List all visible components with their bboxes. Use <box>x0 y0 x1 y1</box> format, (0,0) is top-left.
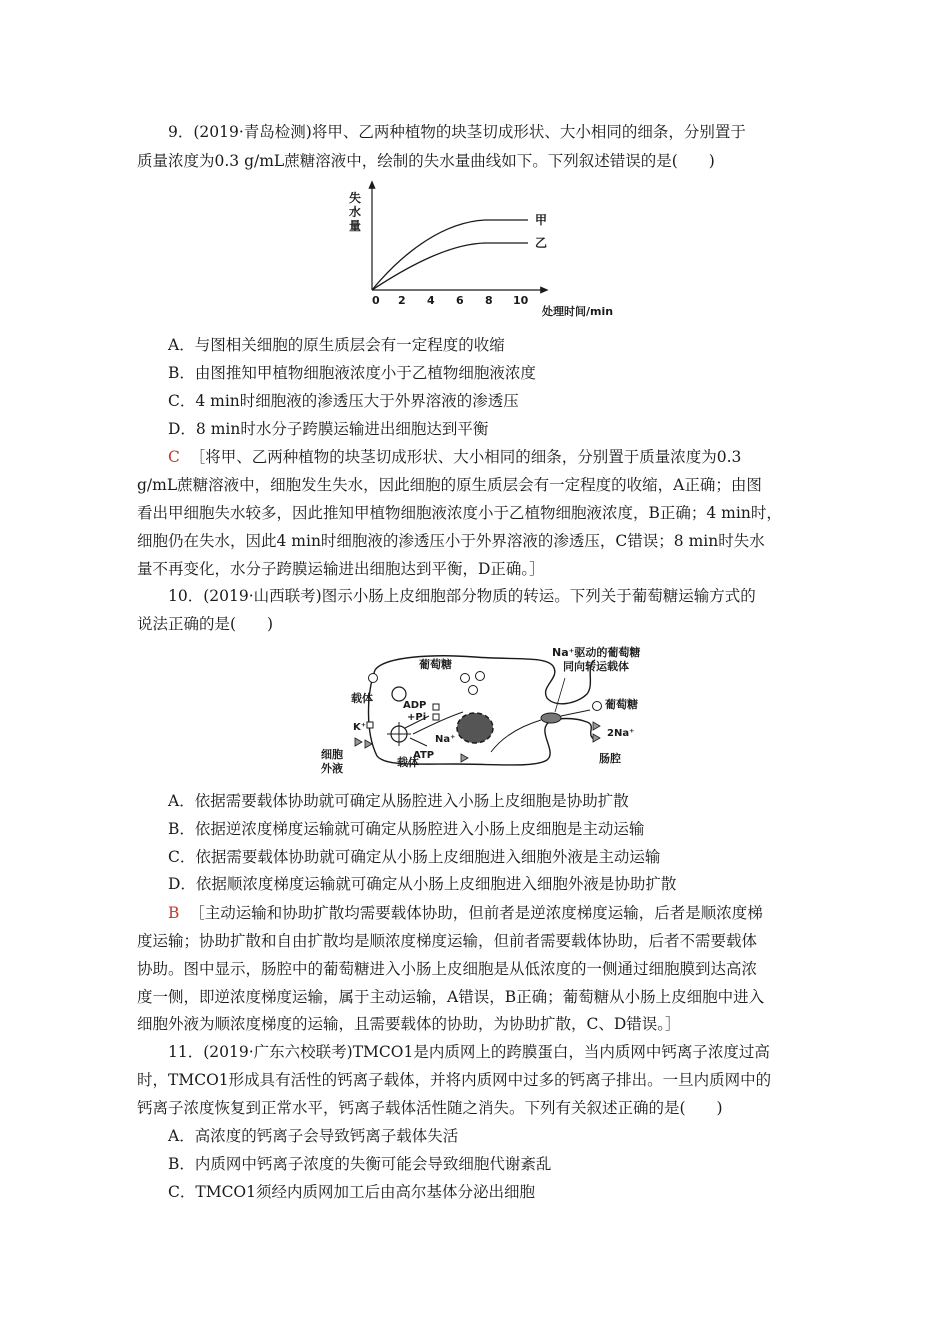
y-label-char-1: 失 <box>349 191 362 205</box>
y-label-char-3: 量 <box>349 219 362 233</box>
q10-option-a: A．依据需要载体协助就可确定从肠腔进入小肠上皮细胞是协助扩散 <box>168 792 629 810</box>
k-ion <box>433 714 439 720</box>
label-adp: ADP <box>403 700 427 711</box>
label-ecf-2: 外液 <box>321 762 343 775</box>
q9-water-loss-chart <box>345 180 635 320</box>
q9-explanation-line-5: 量不再变化，水分子跨膜运输进出细胞达到平衡，D正确。］ <box>137 560 545 578</box>
q11-stem-line-1: 11．(2019·广东六校联考)TMCO1是内质网上的跨膜蛋白，当内质网中钙离子浓度过高 <box>168 1043 770 1061</box>
label-ecf-1: 细胞 <box>321 748 343 761</box>
q10-option-b: B．依据逆浓度梯度运输就可确定从肠腔进入小肠上皮细胞是主动运输 <box>168 820 645 838</box>
k-ion <box>433 704 439 710</box>
q10-option-d: D．依据顺浓度梯度运输就可确定从小肠上皮细胞进入细胞外液是协助扩散 <box>168 875 677 893</box>
q10-answer: B <box>168 904 180 922</box>
q11-option-a: A．高浓度的钙离子会导致钙离子载体失活 <box>168 1127 459 1145</box>
q11-option-c: C．TMCO1须经内质网加工后由高尔基体分泌出细胞 <box>168 1183 535 1201</box>
tick-4: 4 <box>427 294 435 307</box>
series-label-yi: 乙 <box>535 236 548 250</box>
k-ion <box>367 722 373 728</box>
q9-option-b: B．由图推知甲植物细胞液浓度小于乙植物细胞液浓度 <box>168 364 536 382</box>
glucose-molecule <box>461 674 470 683</box>
label-pi: +Pi <box>407 712 427 723</box>
q9-stem-line-1: 9．(2019·青岛检测)将甲、乙两种植物的块茎切成形状、大小相同的细条，分别置于 <box>168 123 746 141</box>
label-lumen: 肠腔 <box>599 752 621 765</box>
curve-yi <box>372 243 528 290</box>
tick-0: 0 <box>372 294 380 307</box>
q9-option-d: D．8 min时水分子跨膜运输进出细胞达到平衡 <box>168 420 489 438</box>
q9-option-c: C．4 min时细胞液的渗透压大于外界溶液的渗透压 <box>168 392 519 410</box>
q9-explanation-line-2: g/mL蔗糖溶液中，细胞发生失水，因此细胞的原生质层会有一定程度的收缩，A正确；由图 <box>137 476 762 494</box>
nucleus <box>457 713 493 743</box>
label-atp: ATP <box>413 750 435 761</box>
label-2na: 2Na⁺ <box>607 728 635 739</box>
q10-explanation-line-3: 协助。图中显示，肠腔中的葡萄糖进入小肠上皮细胞是从低浓度的一侧通过细胞膜到达高浓 <box>137 960 758 978</box>
label-carrier-bottom: 载体 <box>397 756 419 769</box>
na-ion <box>355 738 362 746</box>
q9-answer: C <box>168 448 180 466</box>
na-glucose-symporter <box>541 713 561 723</box>
q10-option-c: C．依据需要载体协助就可确定从小肠上皮细胞进入细胞外液是主动运输 <box>168 848 661 866</box>
q10-explanation-line-5: 细胞外液为顺浓度梯度的运输，且需要载体的协助，为协助扩散，C、D错误。］ <box>137 1015 681 1033</box>
q9-explanation-line-4: 细胞仍在失水，因此4 min时细胞液的渗透压小于外界溶液的渗透压，C错误；8 min时失水 <box>137 532 765 550</box>
y-label-char-2: 水 <box>349 205 362 219</box>
glucose-molecule <box>369 674 378 683</box>
q9-option-a: A．与图相关细胞的原生质层会有一定程度的收缩 <box>168 336 505 354</box>
label-na-carrier-1: Na⁺驱动的葡萄糖 <box>552 646 641 659</box>
na-ion <box>461 754 468 762</box>
glucose-molecule <box>469 686 478 695</box>
glucose-molecule <box>476 672 485 681</box>
x-axis-label: 处理时间/min <box>542 305 614 318</box>
q11-stem-line-2: 时，TMCO1形成具有活性的钙离子载体，并将内质网中过多的钙离子排出。一旦内质网中的 <box>137 1071 772 1089</box>
q9-explanation-line-3: 看出甲细胞失水较多，因此推知甲植物细胞液浓度小于乙植物细胞液浓度，B正确；4 min时， <box>137 504 782 522</box>
na-ion <box>593 722 600 730</box>
q11-stem-line-3: 钙离子浓度恢复到正常水平，钙离子载体活性随之消失。下列有关叙述正确的是( ) <box>137 1099 723 1117</box>
q10-stem-line-2: 说法正确的是( ) <box>137 615 274 633</box>
q10-explanation-line-2: 度运输；协助扩散和自由扩散均是顺浓度梯度运输，但前者需要载体协助，后者不需要载体 <box>137 932 758 950</box>
label-glucose-right: 葡萄糖 <box>605 698 638 711</box>
label-glucose-top: 葡萄糖 <box>419 658 452 671</box>
q10-explanation-line-1: B ［主动运输和协助扩散均需要载体协助，但前者是逆浓度梯度运输，后者是顺浓度梯 <box>168 904 763 922</box>
na-ion <box>593 734 600 742</box>
label-na: Na⁺ <box>435 734 456 745</box>
glucose-molecule <box>593 702 602 711</box>
series-label-jia: 甲 <box>535 213 548 227</box>
tick-8: 8 <box>485 294 493 307</box>
glucose-carrier <box>392 687 406 701</box>
tick-2: 2 <box>398 294 406 307</box>
label-k: K⁺ <box>353 722 367 733</box>
q10-cell-transport-diagram <box>315 642 655 776</box>
label-carrier-top: 载体 <box>351 692 373 705</box>
q9-explanation-line-1: C ［将甲、乙两种植物的块茎切成形状、大小相同的细条，分别置于质量浓度为0.3 <box>168 448 742 466</box>
q9-stem-line-2: 质量浓度为0.3 g/mL蔗糖溶液中，绘制的失水量曲线如下。下列叙述错误的是( ) <box>137 152 715 170</box>
tick-10: 10 <box>513 294 529 307</box>
q10-explanation-line-4: 度一侧，即逆浓度梯度运输，属于主动运输，A错误，B正确；葡萄糖从小肠上皮细胞中进入 <box>137 988 765 1006</box>
q11-option-b: B．内质网中钙离子浓度的失衡可能会导致细胞代谢紊乱 <box>168 1155 552 1173</box>
label-na-carrier-2: 同向转运载体 <box>563 660 629 673</box>
tick-6: 6 <box>456 294 464 307</box>
q10-stem-line-1: 10．(2019·山西联考)图示小肠上皮细胞部分物质的转运。下列关于葡萄糖运输方式的 <box>168 587 756 605</box>
curve-jia <box>372 220 528 290</box>
